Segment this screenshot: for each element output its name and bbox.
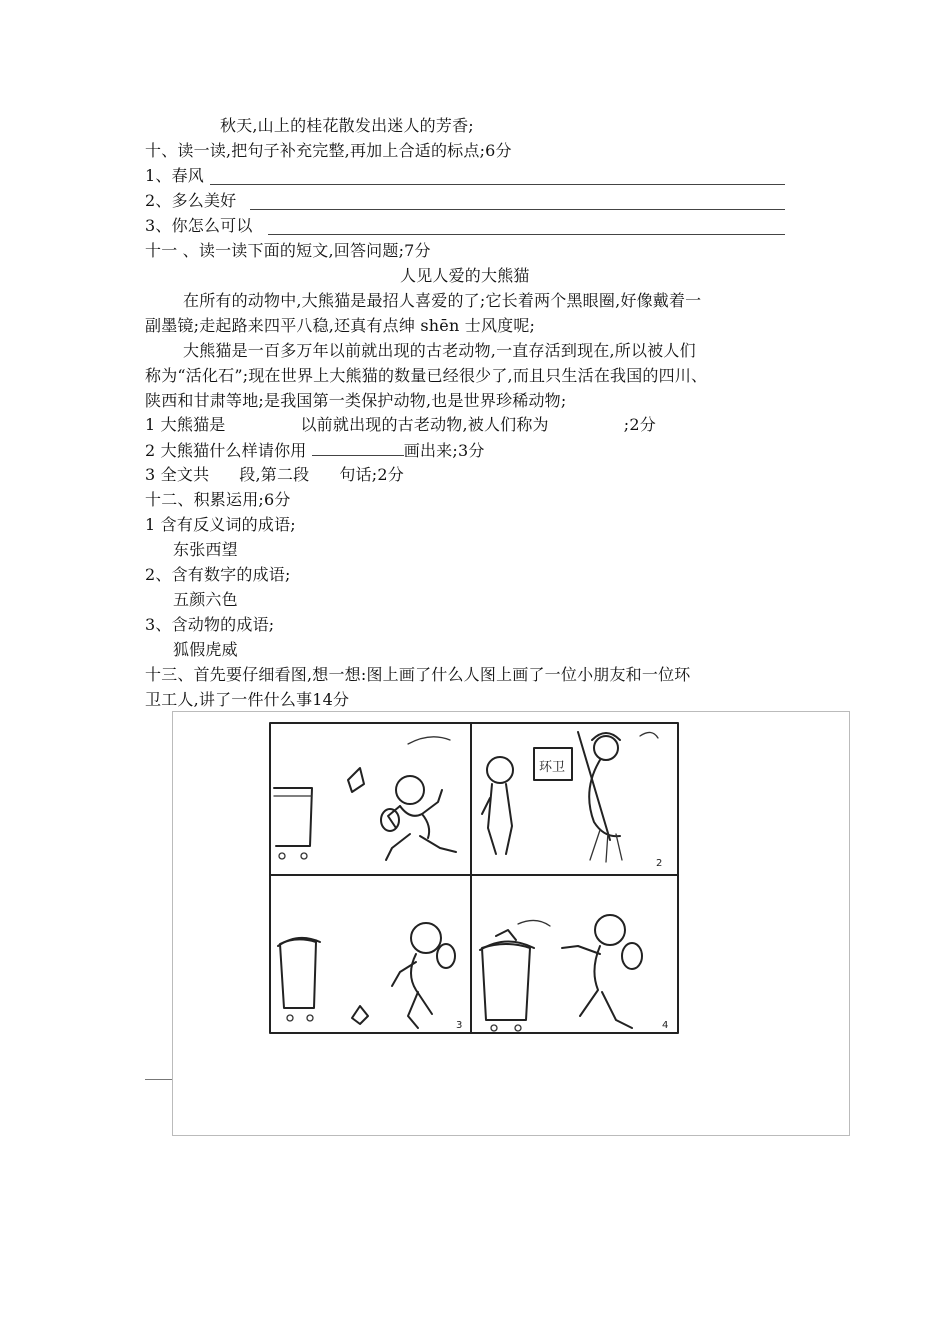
boy-body-2: [488, 784, 496, 854]
q11-3-part-a: 3 全文共: [145, 465, 210, 484]
answer-line-2[interactable]: [250, 209, 785, 210]
q11-item-3: [145, 465, 404, 485]
trash-can-3: [280, 939, 316, 1008]
panel-2: [482, 732, 662, 869]
boy-head-3: [411, 923, 441, 953]
q12-item-3: 3、含动物的成语;: [145, 615, 275, 634]
autumn-sentence: 秋天,山上的桂花散发出迷人的芳香;: [220, 116, 474, 135]
q11-2-part-b: 画出来;3分: [403, 441, 485, 460]
worker-head: [594, 736, 618, 760]
throw-motion-1: [408, 737, 450, 744]
q12-answer-3: 狐假虎威: [173, 640, 238, 659]
q13-title-line2: 卫工人,讲了一件什么事14分: [145, 690, 350, 709]
q11-1-part-c: ;2分: [623, 415, 656, 434]
q12-answer-1: 东张西望: [173, 540, 238, 559]
q10-title: 十、读一读,把句子补充完整,再加上合适的标点;6分: [145, 141, 512, 160]
q11-1-part-b: 以前就出现的古老动物,被人们称为: [300, 415, 549, 434]
q11-2-part-a: 2 大熊猫什么样请你用: [145, 441, 312, 460]
panel-number-2: 2: [656, 858, 663, 869]
backpack-4: [622, 943, 642, 969]
trash-can-4: [482, 944, 530, 1020]
q11-3-part-b: 段,第二段: [239, 465, 310, 484]
q10-item-2: 2、多么美好: [145, 191, 237, 210]
boy-body-4: [580, 946, 600, 1016]
q12-item-1: 1 含有反义词的成语;: [145, 515, 296, 534]
banana-peel-1: [348, 768, 364, 792]
q12-title: 十二、积累运用;6分: [145, 490, 291, 509]
toss-motion-4: [518, 920, 550, 926]
comic-strip: [260, 718, 685, 1040]
boy-head-4: [595, 915, 625, 945]
boy-head-1: [396, 776, 424, 804]
panel-number-4: 4: [662, 1020, 669, 1031]
q11-item-2: [145, 440, 485, 461]
q11-item-1: [145, 415, 656, 435]
panel-4: [480, 915, 668, 1031]
q11-title: 十一 、读一读下面的短文,回答问题;7分: [145, 241, 431, 260]
panel-3: [278, 923, 462, 1031]
answer-line-3[interactable]: [268, 234, 785, 235]
q11-1-part-a: 1 大熊猫是: [145, 415, 226, 434]
answer-line-1[interactable]: [210, 184, 785, 185]
panel-number-3: 3: [456, 1020, 463, 1031]
passage-p2-line2: 称为“活化石”;现在世界上大熊猫的数量已经很少了,而且只生活在我国的四川、: [145, 366, 708, 385]
sign-text: 环卫: [539, 760, 566, 775]
comic-outer-frame: [270, 723, 678, 1033]
q10-item-1: 1、春风: [145, 166, 204, 185]
q10-item-3: 3、你怎么可以: [145, 216, 253, 235]
q12-item-2: 2、含有数字的成语;: [145, 565, 291, 584]
passage-p2-line1: 大熊猫是一百多万年以前就出现的古老动物,一直存活到现在,所以被人们: [183, 341, 696, 360]
boy-head-2: [487, 757, 513, 783]
passage-title: 人见人爱的大熊猫: [400, 266, 530, 285]
trash-can-1: [274, 788, 312, 846]
q13-title-line1: 十三、首先要仔细看图,想一想:图上画了什么人图上画了一位小朋友和一位环: [145, 665, 691, 684]
peel-in-can-4: [496, 930, 516, 940]
backpack-3: [437, 944, 455, 968]
passage-p1-line2: 副墨镜;走起路来四平八稳,还真有点绅 shēn 士风度呢;: [145, 316, 536, 335]
passage-p1-line1: 在所有的动物中,大熊猫是最招人喜爱的了;它长着两个黑眼圈,好像戴着一: [183, 291, 702, 310]
q12-answer-2: 五颜六色: [173, 590, 238, 609]
q11-2-blank[interactable]: [312, 440, 404, 456]
panel-1: [274, 737, 456, 860]
passage-p2-line3: 陕西和甘肃等地;是我国第一类保护动物,也是世界珍稀动物;: [145, 391, 567, 410]
q11-3-part-c: 句话;2分: [339, 465, 404, 484]
stray-line: [145, 1079, 172, 1080]
banana-peel-3: [352, 1006, 368, 1024]
